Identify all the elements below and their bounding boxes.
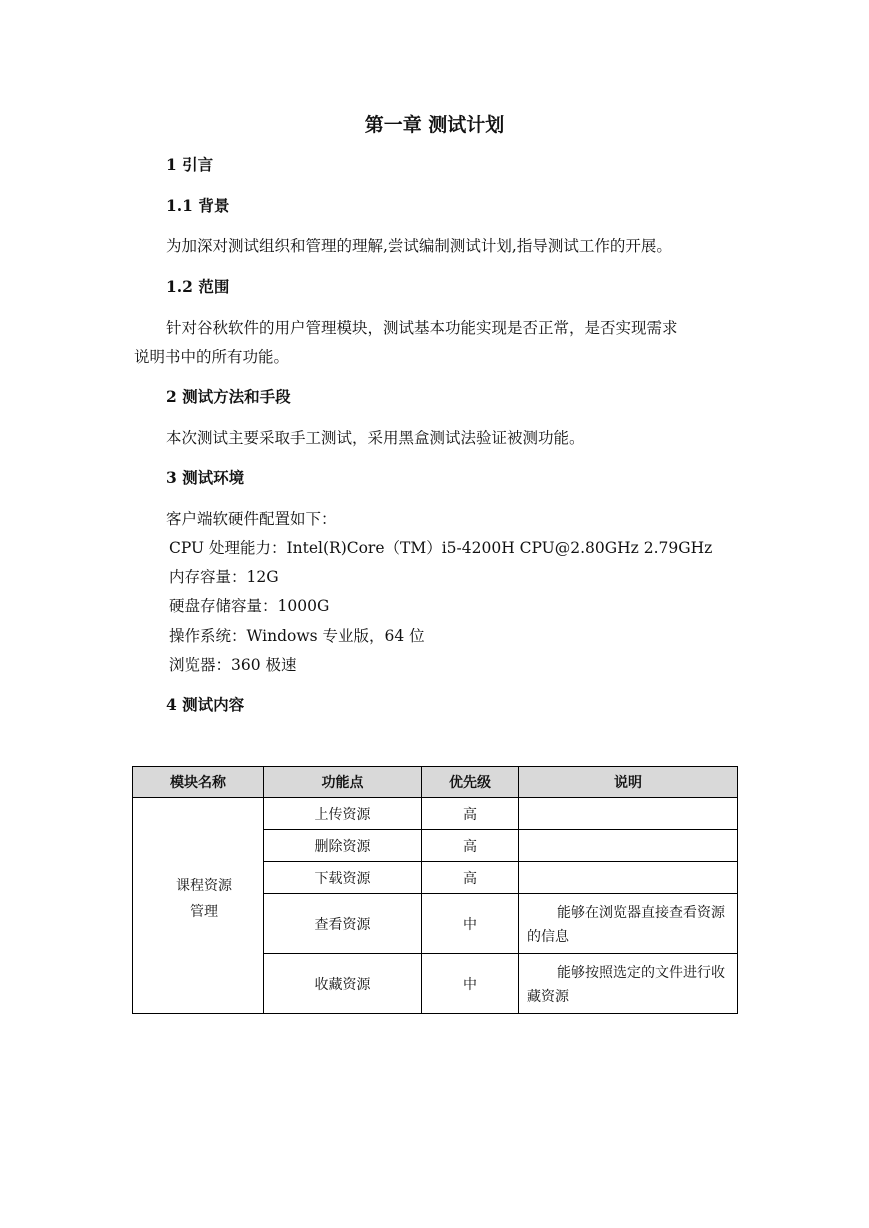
heading-background: 1.1 背景 <box>166 196 230 215</box>
scope-paragraph-line2: 说明书中的所有功能。 <box>134 348 290 366</box>
description-cell: 能够在浏览器直接查看资源的信息 <box>519 894 738 954</box>
priority-cell: 中 <box>422 894 519 954</box>
environment-cpu: CPU 处理能力：Intel(R)Core（TM）i5-4200H CPU@2.80GHz 2.79GHz <box>169 539 713 557</box>
priority-cell: 高 <box>422 798 519 830</box>
description-cell <box>519 798 738 830</box>
test-methods-paragraph: 本次测试主要采取手工测试，采用黑盒测试法验证被测功能。 <box>166 429 585 447</box>
priority-cell: 高 <box>422 830 519 862</box>
heading-scope: 1.2 范围 <box>166 277 230 296</box>
description-cell <box>519 862 738 894</box>
environment-memory: 内存容量：12G <box>169 568 279 586</box>
heading-test-content: 4 测试内容 <box>166 695 245 714</box>
table-header-row <box>133 767 738 798</box>
environment-browser: 浏览器：360 极速 <box>169 656 297 674</box>
heading-test-environment: 3 测试环境 <box>166 468 245 487</box>
page-title: 第一章 测试计划 <box>364 114 505 136</box>
header-description: 说明 <box>519 767 738 798</box>
scope-paragraph-line1: 针对谷秋软件的用户管理模块，测试基本功能实现是否正常，是否实现需求 <box>166 319 678 337</box>
environment-disk: 硬盘存储容量：1000G <box>169 597 330 615</box>
environment-intro: 客户端软硬件配置如下： <box>166 510 337 528</box>
priority-cell: 中 <box>422 954 519 1014</box>
table-row <box>133 798 738 830</box>
description-cell <box>519 830 738 862</box>
feature-cell: 查看资源 <box>264 894 422 954</box>
test-content-table <box>132 766 738 1014</box>
background-paragraph: 为加深对测试组织和管理的理解,尝试编制测试计划,指导测试工作的开展。 <box>166 237 672 255</box>
description-cell: 能够按照选定的文件进行收藏资源 <box>519 954 738 1014</box>
feature-cell: 删除资源 <box>264 830 422 862</box>
environment-os: 操作系统：Windows 专业版，64 位 <box>169 627 425 645</box>
module-name-cell: 课程资源管理 <box>133 798 264 1014</box>
header-feature: 功能点 <box>264 767 422 798</box>
feature-cell: 上传资源 <box>264 798 422 830</box>
header-module-name: 模块名称 <box>133 767 264 798</box>
feature-cell: 收藏资源 <box>264 954 422 1014</box>
heading-test-methods: 2 测试方法和手段 <box>166 387 291 406</box>
feature-cell: 下载资源 <box>264 862 422 894</box>
priority-cell: 高 <box>422 862 519 894</box>
heading-introduction: 1 引言 <box>166 155 214 174</box>
header-priority: 优先级 <box>422 767 519 798</box>
